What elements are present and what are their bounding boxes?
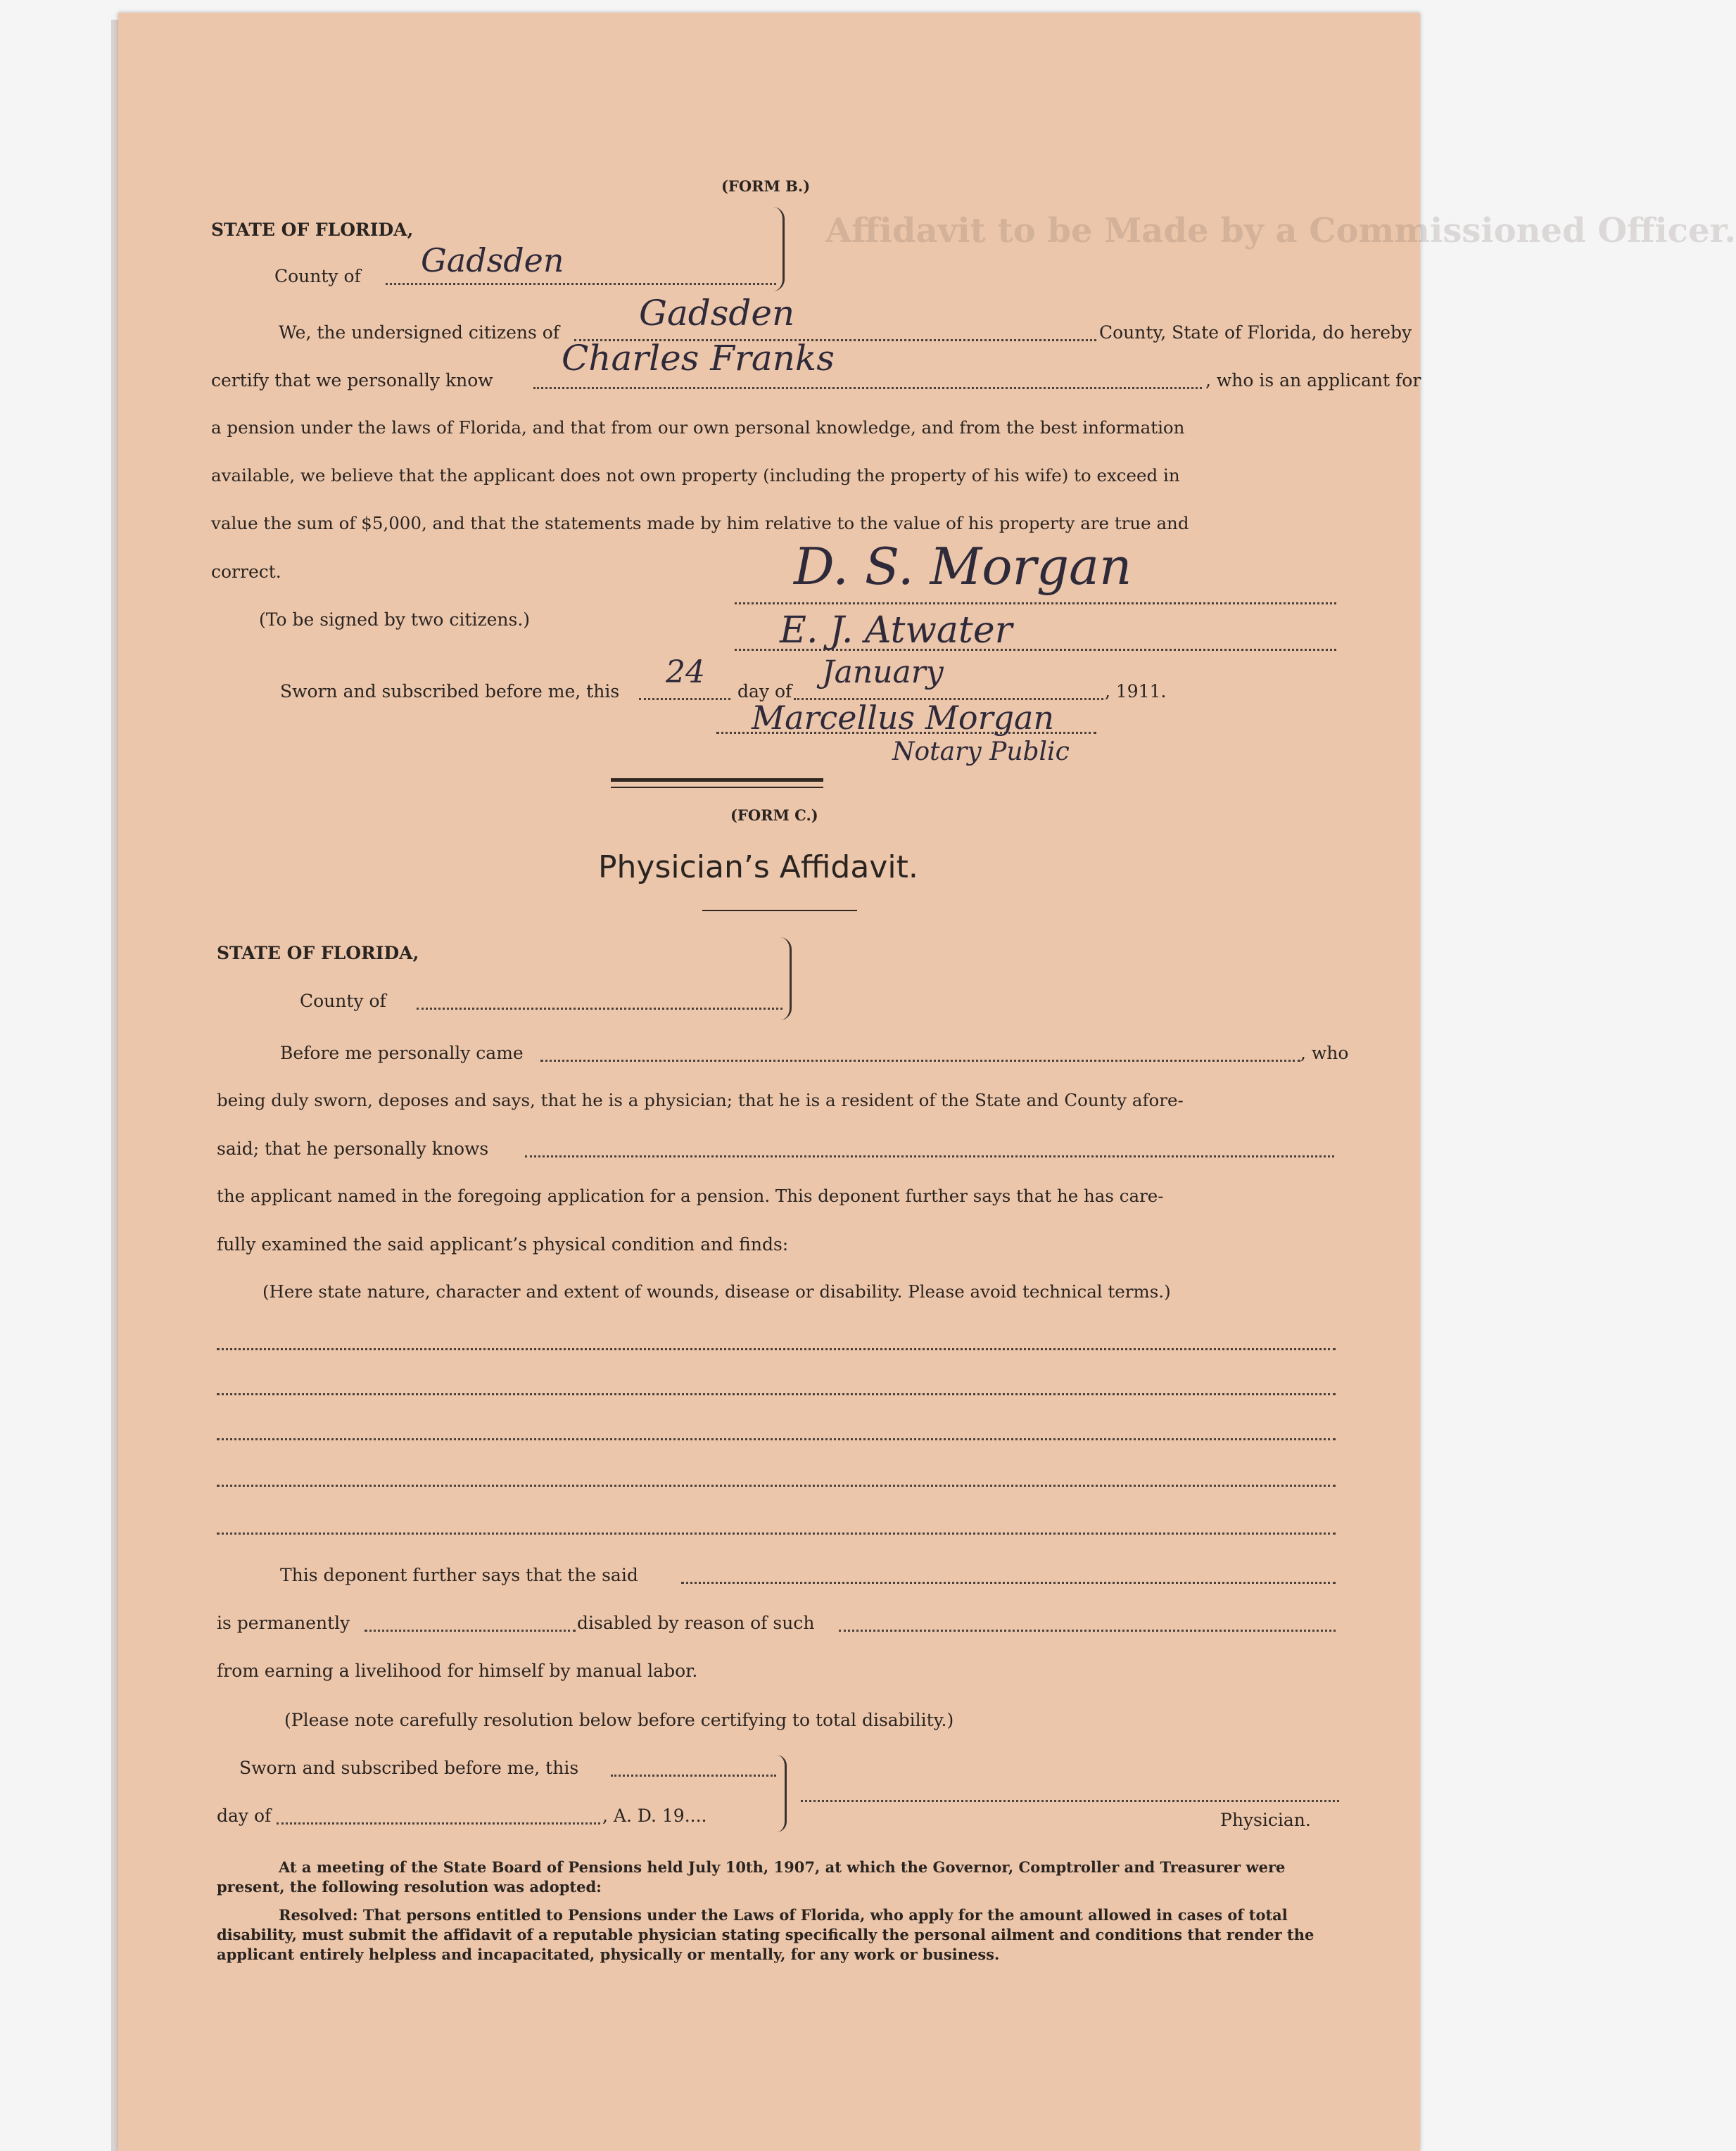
form-b-double-rule-bottom [611, 787, 823, 788]
form-c-came-field[interactable] [540, 1060, 1300, 1062]
form-c-came-post: , who [1300, 1043, 1349, 1063]
form-b-line1-pre: We, the undersigned citizens of [279, 322, 560, 343]
form-c-further-pre: This deponent further says that the said [280, 1565, 638, 1585]
form-b-citizens-county-value: Gadsden [639, 293, 795, 334]
form-c-further-field[interactable] [681, 1582, 1336, 1584]
form-b-sworn-day-field[interactable] [639, 698, 730, 700]
form-c-line-a: being duly sworn, deposes and says, that he is a physician; that he is a resident of the State and County afore- [217, 1090, 1184, 1110]
form-b-sworn-year: , 1911. [1105, 681, 1167, 702]
form-b-line4: available, we believe that the applicant does not own property (including the property of his wife) to exceed in [211, 465, 1180, 486]
form-c-line-b: said; that he personally knows [217, 1138, 489, 1159]
form-c-county-field[interactable] [417, 1008, 783, 1010]
form-b-county-field[interactable] [386, 283, 776, 285]
form-b-state: STATE OF FLORIDA, [211, 220, 414, 240]
form-c-note: (Please note carefully resolution below before certifying to total disability.) [284, 1710, 954, 1730]
form-b-signature1: D. S. Morgan [794, 537, 1132, 596]
form-b-line2-post: , who is an applicant for [1205, 370, 1421, 391]
form-c-line-d: fully examined the said applicant’s physical condition and finds: [217, 1234, 789, 1255]
form-c-findings-line-1[interactable] [217, 1348, 1336, 1350]
form-b-signature1-field[interactable] [735, 602, 1336, 604]
form-b-signature2: E. J. Atwater [780, 609, 1013, 652]
form-b-line6: correct. [211, 561, 281, 582]
form-b-sworn-month-value: January [822, 654, 944, 690]
form-c-title: Physician’s Affidavit. [598, 849, 918, 885]
bleedthrough-heading: Affidavit to be Made by a Commissioned Officer. [825, 211, 1736, 250]
form-b-county-value: Gadsden [421, 241, 564, 279]
form-c-brace [780, 937, 792, 1020]
form-c-county-label: County of [300, 991, 386, 1011]
form-c-came-pre: Before me personally came [280, 1043, 524, 1063]
form-c-state: STATE OF FLORIDA, [217, 943, 419, 963]
form-c-livelihood: from earning a livelihood for himself by manual labor. [217, 1661, 698, 1681]
form-c-label: (FORM C.) [730, 806, 818, 824]
form-b-double-rule-top [611, 778, 823, 782]
form-b-sworn-pre: Sworn and subscribed before me, this [280, 681, 620, 702]
document-page [118, 13, 1736, 2151]
form-b-label: (FORM B.) [721, 177, 811, 195]
form-c-knows-field[interactable] [525, 1155, 1334, 1157]
form-c-disability-field[interactable] [839, 1630, 1336, 1632]
form-b-line1-post: County, State of Florida, do hereby [1099, 322, 1412, 343]
form-c-perm-field[interactable] [365, 1630, 576, 1632]
form-c-physician-signature-field[interactable] [801, 1800, 1339, 1802]
form-b-applicant-name-value: Charles Franks [562, 338, 835, 379]
form-c-instruction: (Here state nature, character and extent of wounds, disease or disability. Please avoid technical terms.) [262, 1281, 1171, 1302]
form-c-perm-mid: disabled by reason of such [577, 1613, 815, 1633]
form-b-signed-note: (To be signed by two citizens.) [259, 609, 531, 630]
form-c-findings-line-4[interactable] [217, 1485, 1336, 1487]
form-c-day-of: day of [217, 1806, 272, 1826]
form-c-perm-pre: is permanently [217, 1613, 350, 1633]
form-b-line2-pre: certify that we personally know [211, 370, 493, 391]
form-b-line3: a pension under the laws of Florida, and that from our own personal knowledge, and from the best information [211, 417, 1185, 438]
form-c-physician: Physician. [1220, 1810, 1311, 1830]
form-c-findings-line-3[interactable] [217, 1438, 1336, 1440]
form-b-notary-title: Notary Public [892, 737, 1070, 766]
form-c-ad: , A. D. 19.... [602, 1806, 707, 1826]
form-c-title-rule [702, 910, 857, 911]
form-c-findings-line-2[interactable] [217, 1393, 1336, 1395]
form-b-county-label: County of [274, 266, 361, 286]
form-b-sworn-day-value: 24 [666, 654, 705, 690]
form-c-sworn-brace [776, 1755, 787, 1832]
form-c-sworn-pre: Sworn and subscribed before me, this [239, 1758, 579, 1778]
form-c-month-field[interactable] [277, 1822, 600, 1825]
form-c-findings-line-5[interactable] [217, 1533, 1336, 1535]
form-b-brace [773, 207, 785, 291]
form-b-notary-signature: Marcellus Morgan [752, 699, 1055, 737]
form-b-line5: value the sum of $5,000, and that the statements made by him relative to the value of his property are true and [211, 513, 1189, 533]
form-b-sworn-mid: day of [737, 681, 792, 702]
form-c-sworn-date-field[interactable] [611, 1775, 776, 1777]
resolution-intro: At a meeting of the State Board of Pensions held July 10th, 1907, at which the Governor, Comptroller and Treasurer were present, the following resolution was adopted: [217, 1858, 1286, 1896]
form-c-line-c: the applicant named in the foregoing application for a pension. This deponent further says that he has care- [217, 1186, 1164, 1206]
resolution-text: Resolved: That persons entitled to Pensions under the Laws of Florida, who apply for the amount allowed in cases of total disability, must submit the affidavit of a reputable physician stating specifically the personal ailment and conditions that render the applicant entirely helpless and incapacitated, physically or mentally, for any work or business. [217, 1906, 1314, 1963]
form-b-applicant-name-field[interactable] [533, 387, 1202, 389]
